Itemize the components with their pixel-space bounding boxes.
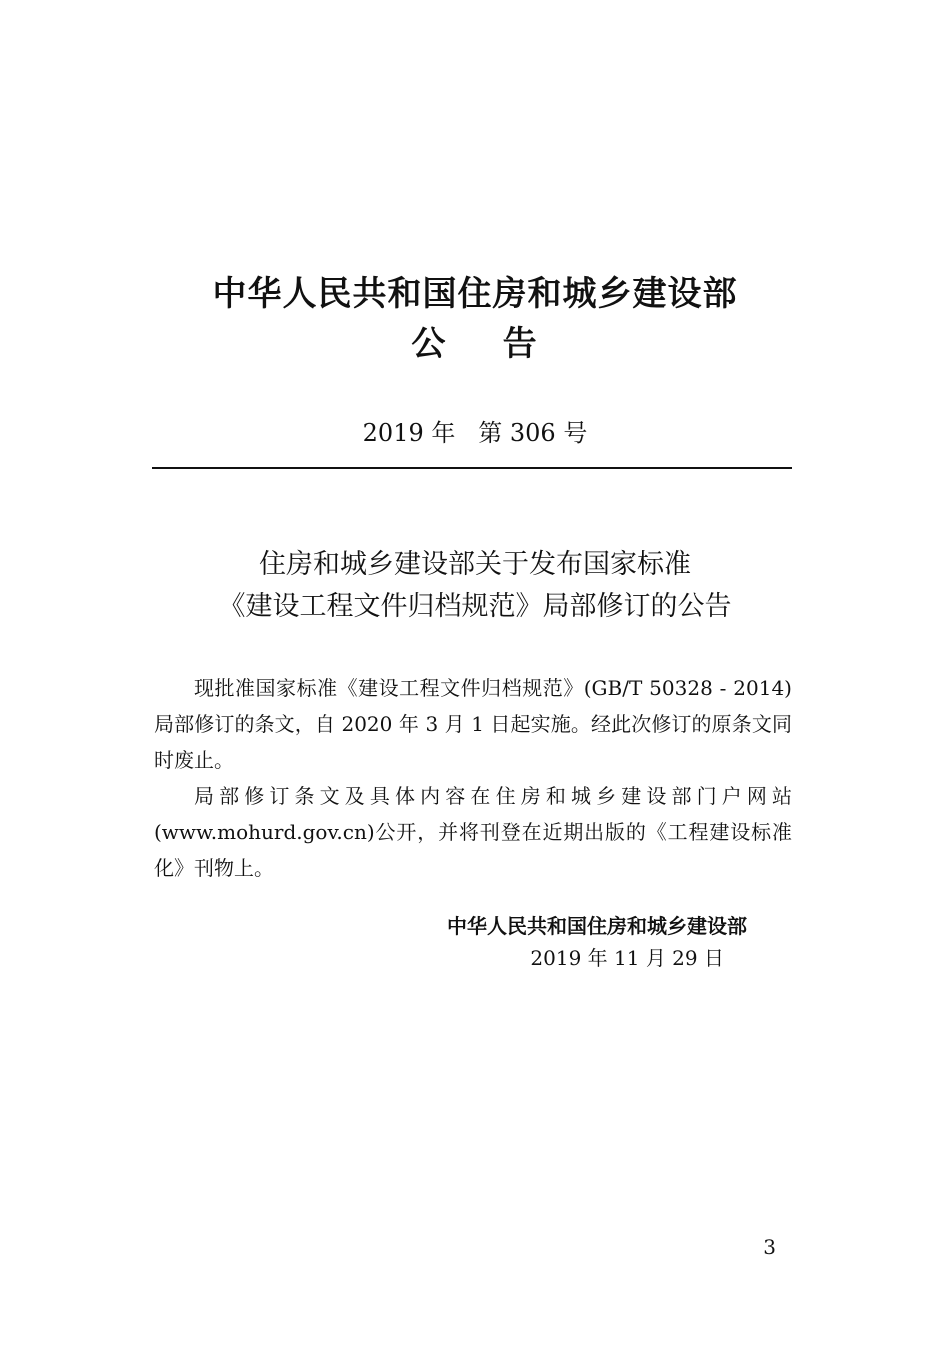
body-paragraph-1: 现批准国家标准《建设工程文件归档规范》(GB/T 50328 - 2014)局部修订的条文，自 2020 年 3 月 1 日起实施。经此次修订的原条文同时废止。 [154,676,792,772]
body-paragraph-2: 局部修订条文及具体内容在住房和城乡建设部门户网站(www.mohurd.gov.cn)公开，并将刊登在近期出版的《工程建设标准化》刊物上。 [154,784,792,880]
document-body [154,670,792,886]
header-divider [152,467,792,469]
document-title [0,544,950,628]
page-number: 3 [763,1235,776,1259]
document-title-line-2: 《建设工程文件归档规范》局部修订的公告 [218,591,732,622]
notice-heading: 公 告 [411,324,539,364]
signature-date: 2019 年 11 月 29 日 [530,946,724,970]
signature-issuer: 中华人民共和国住房和城乡建设部 [447,914,747,938]
document-number: 2019 年 第 306 号 [362,419,588,447]
document-title-line-1: 住房和城乡建设部关于发布国家标准 [259,549,691,580]
issuer-title: 中华人民共和国住房和城乡建设部 [212,274,738,314]
